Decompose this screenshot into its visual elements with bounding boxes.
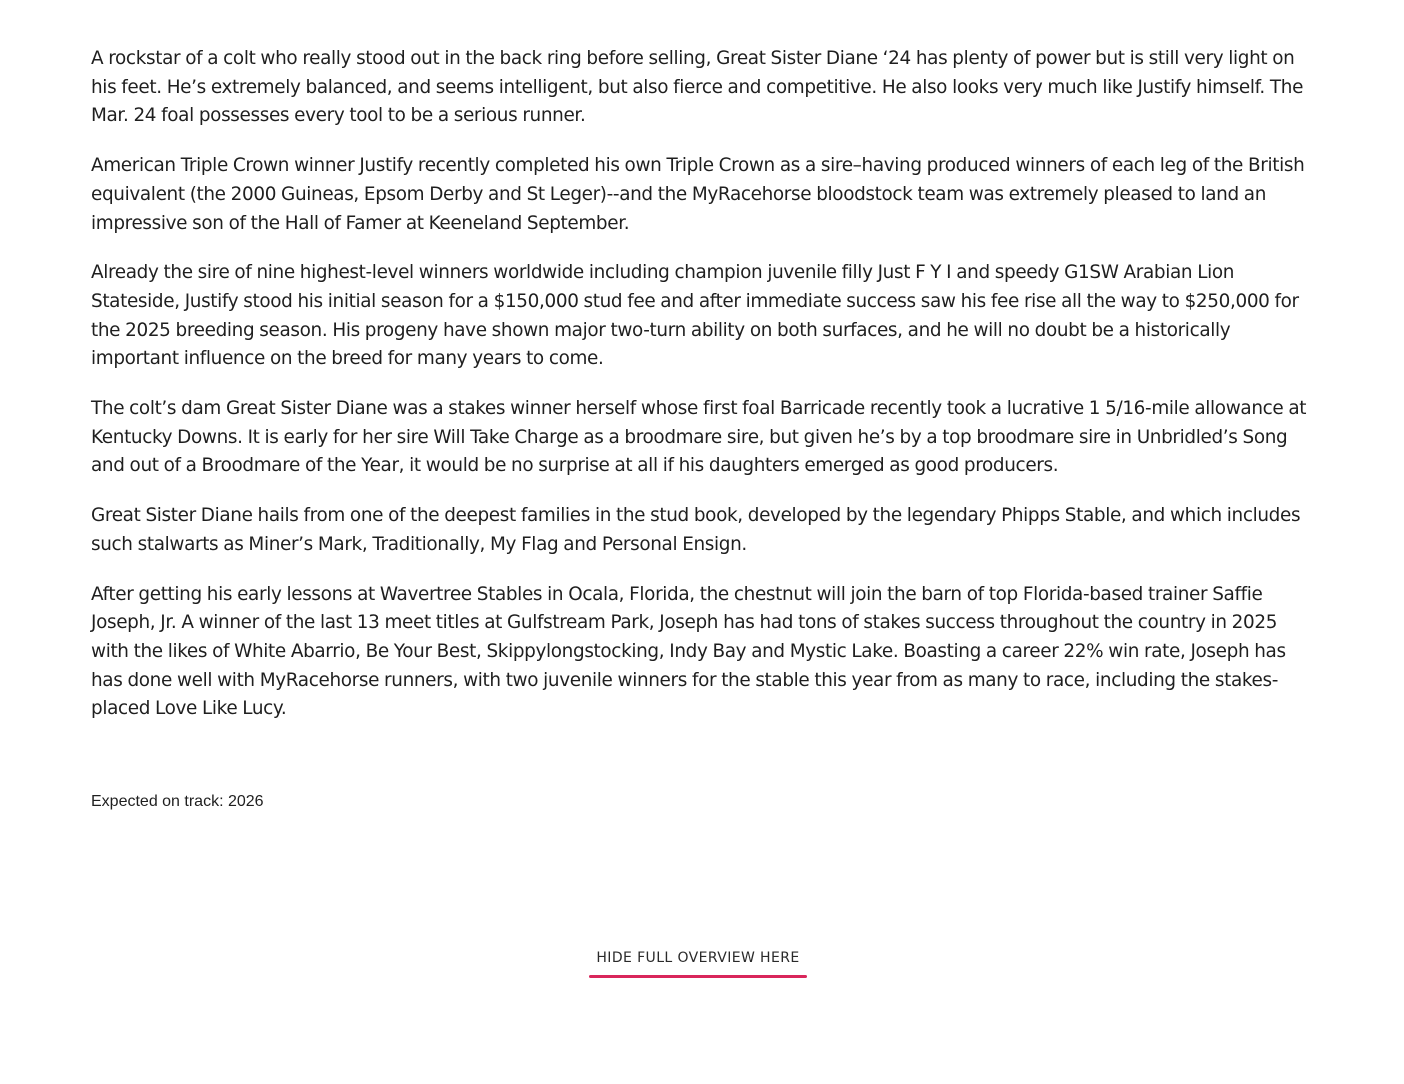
overview-paragraph: After getting his early lessons at Wavertree Stables in Ocala, Florida, the chestnut will join the barn of top Florida-based trainer Saffie Joseph, Jr. A winner of the last 13 meet titles at Gulfstream Park, Joseph has had tons of stakes success throughout the country in 2025 with the likes of White Abarrio, Be Your Best, Skippylongstocking, Indy Bay and Mystic Lake. Boasting a career 22% win rate, Joseph has has done well with MyRacehorse runners, with two juvenile winners for the stable this year from as many to race, including the stakes-placed Love Like Lucy. [91,583,1286,720]
overview-paragraph: The colt’s dam Great Sister Diane was a stakes winner herself whose first foal Barricade recently took a lucrative 1 5/16-mile allowance at Kentucky Downs. It is early for her sire Will Take Charge as a broodmare sire, but given he’s by a top broodmare sire in Unbridled’s Song and out of a Broodmare of the Year, it would be no surprise at all if his daughters emerged as good producers. [91,398,1307,477]
hide-overview-underline [589,975,807,978]
overview-paragraph: American Triple Crown winner Justify recently completed his own Triple Crown as a sire–having produced winners of each leg of the British equivalent (the 2000 Guineas, Epsom Derby and St Leger)--and the MyRacehorse bloodstock team was extremely pleased to land an impressive son of the Hall of Famer at Keeneland September. [91,155,1305,234]
overview-section [91,45,1313,745]
overview-paragraph: Great Sister Diane hails from one of the deepest families in the stud book, developed by the legendary Phipps Stable, and which includes such stalwarts as Miner’s Mark, Traditionally, My Flag and Personal Ensign. [91,505,1301,555]
overview-paragraph: A rockstar of a colt who really stood out in the back ring before selling, Great Sister Diane ‘24 has plenty of power but is still very light on his feet. He’s extremely balanced, and seems intelligent, but also fierce and competitive. He also looks very much like Justify himself. The Mar. 24 foal possesses every tool to be a serious runner. [91,48,1304,127]
overview-paragraph: Already the sire of nine highest-level winners worldwide including champion juvenile filly Just F Y I and speedy G1SW Arabian Lion Stateside, Justify stood his initial season for a $150,000 stud fee and after immediate success saw his fee rise all the way to $250,000 for the 2025 breeding season. His progeny have shown major two-turn ability on both surfaces, and he will no doubt be a historically important influence on the breed for many years to come. [91,262,1299,370]
expected-on-track-text: Expected on track: 2026 [91,793,264,810]
hide-overview-link[interactable]: HIDE FULL OVERVIEW HERE [596,950,800,966]
